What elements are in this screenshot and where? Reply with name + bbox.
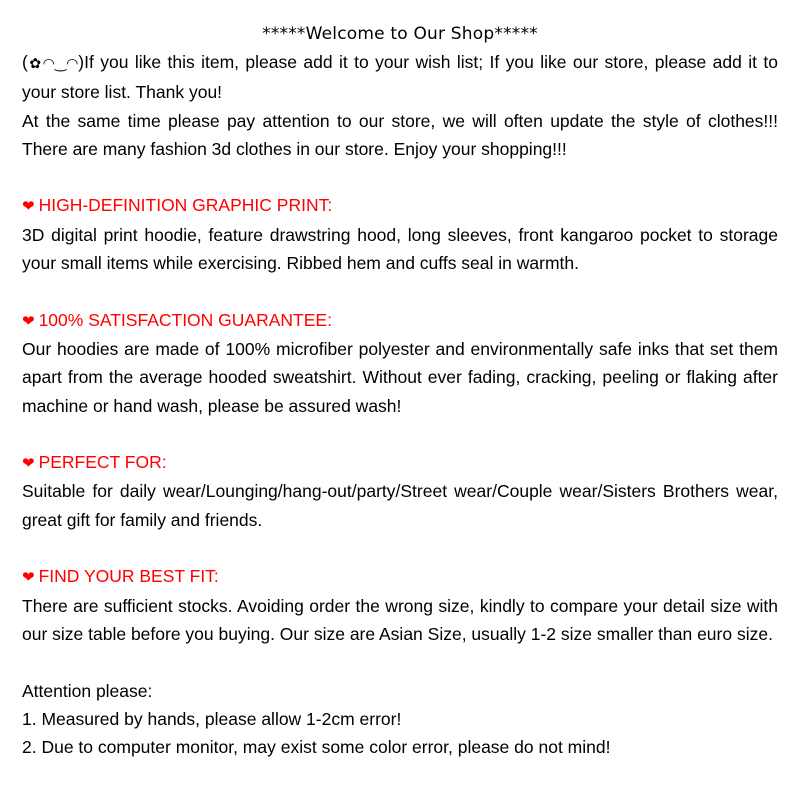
attention-item: 2. Due to computer monitor, may exist some color error, please do not mind! xyxy=(22,737,611,758)
emoticon: (✿◠‿◠) xyxy=(22,52,85,72)
section-perfect-for xyxy=(22,448,778,534)
section-heading: ❤ 100% SATISFACTION GUARANTEE: xyxy=(22,309,332,330)
page-title: *****Welcome to Our Shop***** xyxy=(262,24,538,44)
section-body: Suitable for daily wear/Lounging/hang-out/party/Street wear/Couple wear/Sisters Brothers wear, great gift for family and friends. xyxy=(22,481,778,530)
section-body: 3D digital print hoodie, feature drawstring hood, long sleeves, front kangaroo pocket to storage your small items while exercising. Ribbed hem and cuffs seal in warmth. xyxy=(22,224,778,274)
section-body: Our hoodies are made of 100% microfiber polyester and environmentally safe inks that set them apart from the average hooded sweatshirt. Without ever fading, cracking, peeling or flaking after machine or hand wash, please be assured wash! xyxy=(22,338,778,416)
spacer xyxy=(22,163,778,191)
heart-icon: ❤ xyxy=(22,197,35,216)
intro-paragraph-2: At the same time please pay attention to our store, we will often update the style of clothes!!! There are many fashion 3d clothes in our store. Enjoy your shopping!!! xyxy=(22,110,778,159)
section-graphic-print xyxy=(22,191,778,277)
spacer xyxy=(22,277,778,305)
intro-text-1: If you like this item, please add it to your wish list; If you like our store, please add it to your store list. Thank you! xyxy=(22,52,778,103)
section-heading: ❤ PERFECT FOR: xyxy=(22,452,167,473)
heart-icon: ❤ xyxy=(22,311,35,330)
attention-section xyxy=(22,677,778,762)
section-heading: ❤ FIND YOUR BEST FIT: xyxy=(22,566,219,587)
section-satisfaction-guarantee xyxy=(22,306,778,420)
spacer xyxy=(22,420,778,448)
attention-item: 1. Measured by hands, please allow 1-2cm error! xyxy=(22,708,402,729)
attention-heading: Attention please: xyxy=(22,680,153,701)
section-body: There are sufficient stocks. Avoiding order the wrong size, kindly to compare your detail size with our size table before you buying. Our size are Asian Size, usually 1-2 size smaller than euro size. xyxy=(22,595,778,644)
flower-icon: ✿ xyxy=(27,56,43,72)
heart-icon: ❤ xyxy=(22,454,35,473)
spacer xyxy=(22,648,778,676)
heart-icon: ❤ xyxy=(22,568,35,587)
product-description xyxy=(22,20,778,761)
smile-face-icon: ◠‿◠ xyxy=(42,56,79,72)
section-best-fit xyxy=(22,562,778,648)
intro-paragraph-1 xyxy=(22,48,778,107)
section-heading: ❤ HIGH-DEFINITION GRAPHIC PRINT: xyxy=(22,195,333,216)
spacer xyxy=(22,534,778,562)
